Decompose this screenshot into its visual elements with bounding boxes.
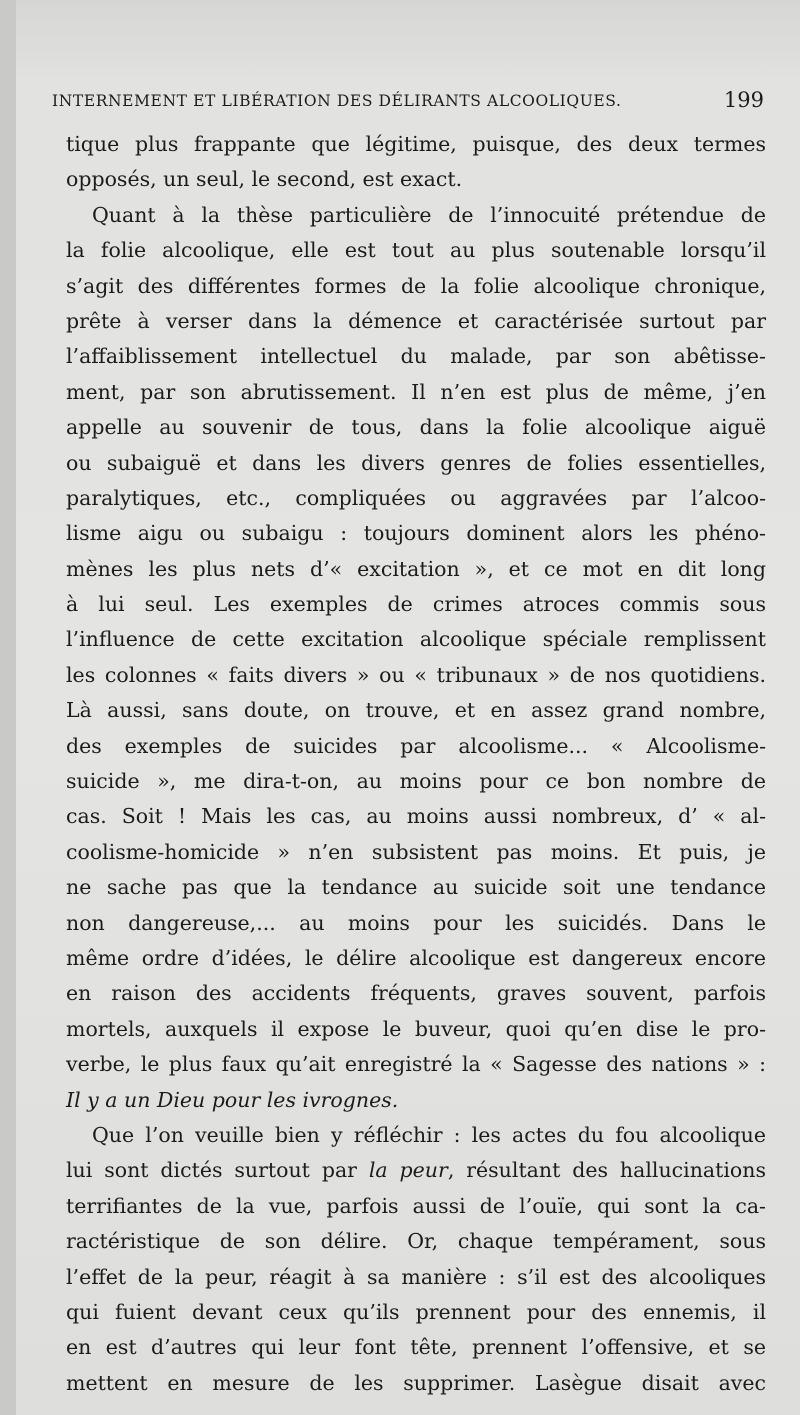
text-line: en raison des accidents fréquents, graves souvent, parfois [66,981,766,1006]
text-line: ment, par son abrutissement. Il n’en est plus de même, j’en [66,379,766,404]
text-line: qui fuient devant ceux qu’ils prennent pour des ennemis, il [66,1299,766,1324]
text-line: à lui seul. Les exemples de crimes atroces commis sous [66,592,766,617]
text-line: terrifiantes de la vue, parfois aussi de l’ouïe, qui sont la ca- [66,1193,766,1218]
text-segment: lui sont dictés surtout par [66,1158,369,1183]
text-line: opposés, un seul, le second, est exact. [66,167,463,192]
text-line: suicide », me dira-t-on, au moins pour ce bon nombre de [66,769,766,794]
proverb-line: Il y a un Dieu pour les ivrognes. [66,1087,399,1112]
text-line: ou subaiguë et dans les divers genres de folies essentielles, [66,450,766,475]
text-line: en est d’autres qui leur font tête, prennent l’offensive, et se [66,1335,766,1360]
text-line: non dangereuse,... au moins pour les suicidés. Dans le [66,910,766,935]
book-page [16,0,800,1415]
text-line: l’influence de cette excitation alcoolique spéciale remplissent [66,627,766,652]
text-line: la folie alcoolique, elle est tout au plus soutenable lorsqu’il [66,238,766,263]
text-line: appelle au souvenir de tous, dans la folie alcoolique aiguë [66,415,766,440]
text-line: les colonnes « faits divers » ou « tribunaux » de nos quotidiens. [66,662,766,687]
text-line: mènes les plus nets d’« excitation », et ce mot en dit long [66,556,766,581]
body-text [66,127,766,1401]
paragraph-first-line: Que l’on veuille bien y réfléchir : les actes du fou alcoolique [92,1122,766,1147]
emphasis-text: la peur [368,1158,448,1183]
text-line: paralytiques, etc., compliquées ou aggravées par l’alcoo- [66,485,766,510]
text-segment: , résultant des hallucinations [447,1158,766,1183]
text-line: ractéristique de son délire. Or, chaque tempérament, sous [66,1229,766,1254]
page-header [52,88,768,118]
text-line: coolisme-homicide » n’en subsistent pas moins. Et puis, je [66,839,766,864]
running-head: INTERNEMENT ET LIBÉRATION DES DÉLIRANTS ALCOOLIQUES. [52,92,622,110]
text-line: mortels, auxquels il expose le buveur, quoi qu’en dise le pro- [66,1016,766,1041]
page-number: 199 [723,88,764,112]
text-line: même ordre d’idées, le délire alcoolique est dangereux encore [66,945,766,970]
text-line: verbe, le plus faux qu’ait enregistré la « Sagesse des nations » : [66,1052,766,1077]
text-line: lisme aigu ou subaigu : toujours dominent alors les phéno- [66,521,766,546]
text-line: des exemples de suicides par alcoolisme... « Alcoolisme- [66,733,766,758]
text-line: cas. Soit ! Mais les cas, au moins aussi nombreux, d’ « al- [66,804,766,829]
text-line: prête à verser dans la démence et caractérisée surtout par [66,308,766,333]
paragraph-first-line: Quant à la thèse particulière de l’innocuité prétendue de [92,202,766,227]
text-line: l’effet de la peur, réagit à sa manière : s’il est des alcooliques [66,1264,766,1289]
text-line: mettent en mesure de les supprimer. Lasègue disait avec [66,1370,766,1395]
text-line: s’agit des différentes formes de la folie alcoolique chronique, [66,273,766,298]
text-line: tique plus frappante que légitime, puisque, des deux termes [66,132,766,156]
text-line: Là aussi, sans doute, on trouve, et en assez grand nombre, [66,698,766,723]
text-line: ne sache pas que la tendance au suicide soit une tendance [66,875,766,900]
text-line: l’affaiblissement intellectuel du malade, par son abêtisse- [66,344,766,369]
text-line [66,1153,766,1188]
